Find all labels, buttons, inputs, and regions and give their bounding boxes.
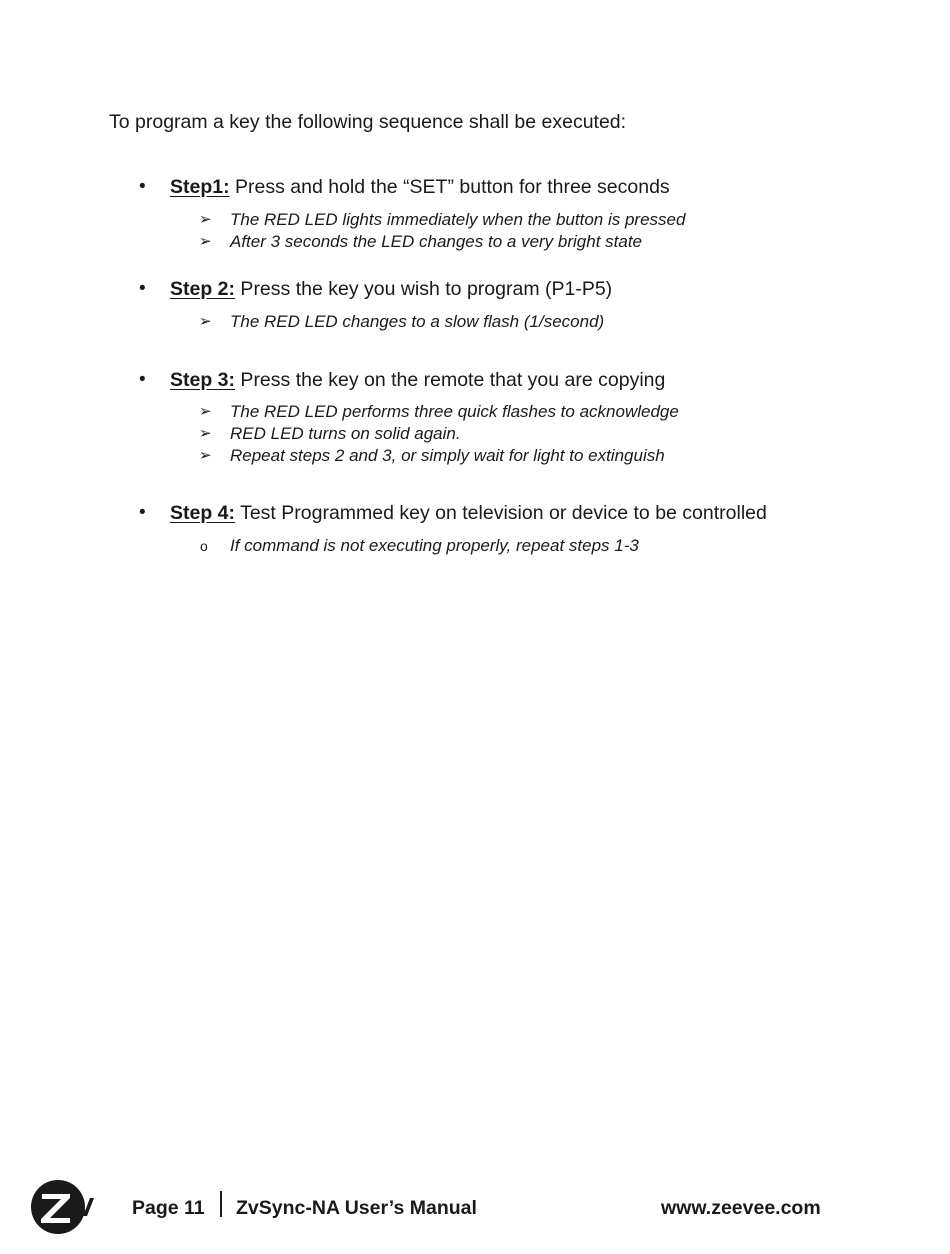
intro-text: To program a key the following sequence shall be executed: bbox=[109, 111, 627, 133]
sub-item-text: The RED LED performs three quick flashes to acknowledge bbox=[230, 402, 679, 421]
step-description: Test Programmed key on television or device to be controlled bbox=[235, 502, 767, 524]
sub-item-text: Repeat steps 2 and 3, or simply wait for light to extinguish bbox=[230, 446, 665, 465]
zeevee-logo-icon bbox=[30, 1176, 98, 1234]
step-text bbox=[170, 276, 612, 302]
step-description: Press the key on the remote that you are copying bbox=[235, 369, 666, 391]
sub-item-text: RED LED turns on solid again. bbox=[230, 424, 461, 443]
step-line bbox=[0, 276, 950, 302]
sub-item bbox=[0, 401, 950, 423]
step-description: Press the key you wish to program (P1-P5) bbox=[235, 278, 613, 300]
arrow-bullet-icon: ➢ bbox=[199, 425, 212, 442]
step-line bbox=[0, 500, 950, 526]
sub-item-text: After 3 seconds the LED changes to a very bright state bbox=[230, 232, 643, 251]
sub-item-text: The RED LED lights immediately when the button is pressed bbox=[230, 210, 686, 229]
footer-page-number: Page 11 bbox=[132, 1197, 205, 1219]
sub-item bbox=[0, 231, 950, 253]
sub-item bbox=[0, 423, 950, 445]
page-footer bbox=[0, 1172, 950, 1242]
sub-item bbox=[0, 311, 950, 333]
bullet-icon: • bbox=[139, 278, 146, 299]
arrow-bullet-icon: ➢ bbox=[199, 313, 212, 330]
sub-item bbox=[0, 535, 950, 557]
footer-manual-title: ZvSync-NA User’s Manual bbox=[236, 1197, 477, 1219]
step-line bbox=[0, 174, 950, 200]
arrow-bullet-icon: ➢ bbox=[199, 233, 212, 250]
footer-divider bbox=[220, 1191, 222, 1217]
bullet-icon: • bbox=[139, 369, 146, 390]
sub-item bbox=[0, 209, 950, 231]
step-text bbox=[170, 367, 665, 393]
step-label: Step 4: bbox=[170, 502, 236, 524]
step-label: Step 3: bbox=[170, 369, 236, 391]
step-text bbox=[170, 500, 767, 526]
step-line bbox=[0, 367, 950, 393]
sub-item-text: The RED LED changes to a slow flash (1/second) bbox=[230, 312, 605, 331]
sub-item-text: If command is not executing properly, repeat steps 1-3 bbox=[230, 536, 639, 555]
footer-website-link[interactable]: www.zeevee.com bbox=[661, 1197, 821, 1219]
step-label: Step 2: bbox=[170, 278, 236, 300]
step-text bbox=[170, 174, 670, 200]
bullet-icon: • bbox=[139, 502, 146, 523]
sub-item bbox=[0, 445, 950, 467]
arrow-bullet-icon: ➢ bbox=[199, 403, 212, 420]
arrow-bullet-icon: ➢ bbox=[199, 211, 212, 228]
step-description: Press and hold the “SET” button for three seconds bbox=[229, 176, 670, 198]
step-label: Step1: bbox=[170, 176, 230, 198]
circle-bullet-icon: o bbox=[200, 538, 208, 554]
bullet-icon: • bbox=[139, 176, 146, 197]
arrow-bullet-icon: ➢ bbox=[199, 447, 212, 464]
